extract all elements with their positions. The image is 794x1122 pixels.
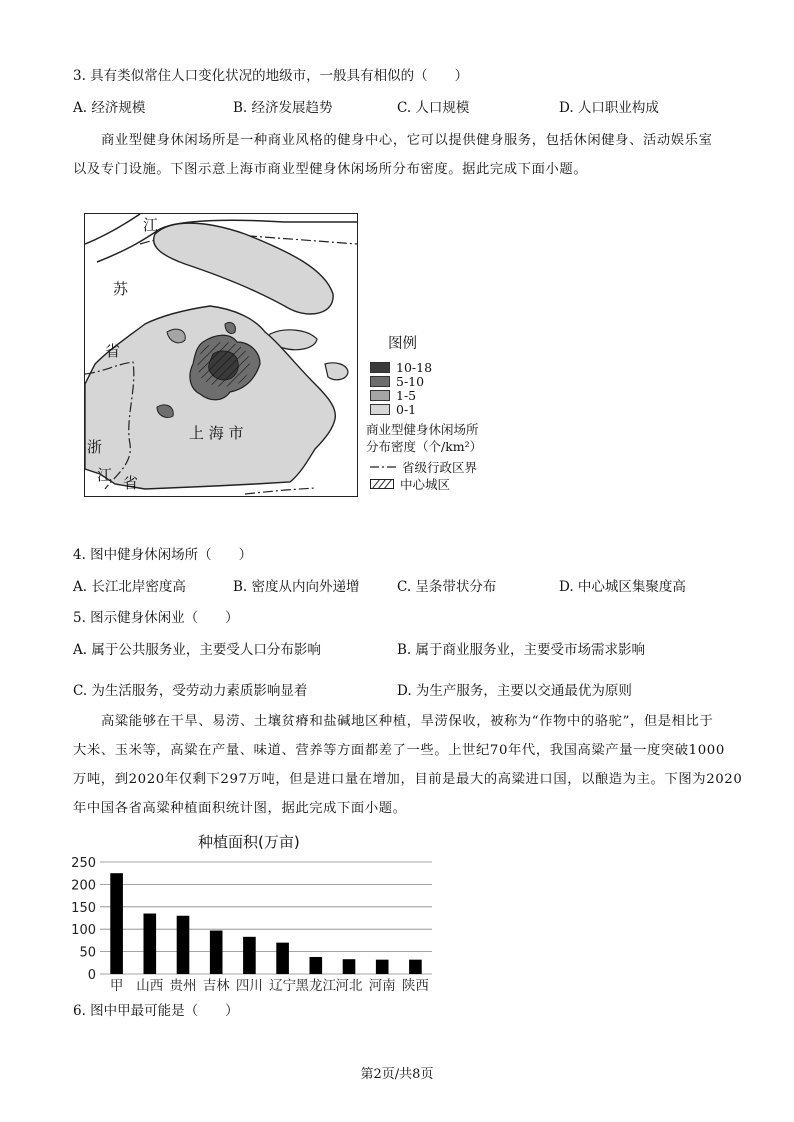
y-tick-label: 150 — [71, 900, 96, 916]
x-tick-label: 河北 — [335, 978, 363, 994]
x-tick-label: 山西 — [136, 978, 164, 994]
legend-density-label-1: 商业型健身休闲场所 — [366, 422, 479, 437]
label-zhe: 浙 — [87, 438, 103, 456]
intro1-line2: 以及专门设施。下图示意上海市商业型健身休闲场所分布密度。据此完成下面小题。 — [73, 162, 588, 177]
bar-4 — [210, 931, 223, 974]
bar-1 — [110, 873, 123, 974]
bar-6 — [276, 943, 289, 974]
intro1-line1: 商业型健身休闲场所是一种商业风格的健身中心，它可以提供健身服务，包括休闲健身、活动娱乐室 — [101, 133, 713, 148]
intro2-line3: 万吨，到2020年仅剩下297万吨，但是进口量在增加，目前是最大的高粱进口国，以酿造为主。下图为2020 — [73, 772, 743, 787]
intro2-line4: 年中国各省高粱种植面积统计图，据此完成下面小题。 — [73, 801, 407, 816]
legend-item-2 — [370, 374, 424, 388]
q4-option-d[interactable]: D. 中心城区集聚度高 — [559, 579, 686, 595]
legend-density-label-2: 分布密度（个/km²） — [366, 439, 483, 454]
central-city-hatch — [198, 342, 250, 387]
legend-label-3: 1-5 — [396, 387, 417, 403]
q3-stem: 3. 具有类似常住人口变化状况的地级市，一般具有相似的（ ） — [73, 68, 469, 84]
legend-item-3 — [370, 388, 416, 402]
legend-item-4 — [370, 402, 416, 416]
q3-option-b[interactable]: B. 经济发展趋势 — [233, 100, 333, 116]
legend-item-1 — [370, 360, 432, 374]
shanghai-density-map — [84, 213, 358, 497]
bar-2 — [143, 914, 156, 974]
q6-stem: 6. 图中甲最可能是（ ） — [73, 1003, 239, 1019]
y-tick-label: 100 — [71, 923, 96, 939]
boundary-line-icon — [370, 464, 398, 470]
legend-title: 图例 — [388, 336, 417, 352]
x-tick-label: 贵州 — [169, 978, 197, 994]
q3-option-a[interactable]: A. 经济规模 — [73, 100, 146, 116]
y-tick-label: 50 — [79, 945, 96, 961]
legend-swatch-4 — [370, 404, 390, 415]
chart-title: 种植面积(万亩) — [198, 833, 300, 851]
q5-stem: 5. 图示健身休闲业（ ） — [73, 610, 239, 626]
q5-option-a[interactable]: A. 属于公共服务业，主要受人口分布影响 — [73, 642, 321, 658]
x-tick-label: 吉林 — [202, 978, 230, 994]
legend-center — [370, 477, 450, 491]
legend-label-4: 0-1 — [396, 401, 417, 417]
intro2-line2: 大米、玉米等，高粱在产量、味道、营养等方面都差了一些。上世纪70年代，我国高粱产量一度突破1000 — [73, 743, 725, 758]
x-tick-label: 辽宁 — [269, 978, 297, 994]
sea-boundary — [245, 488, 315, 494]
q4-option-b[interactable]: B. 密度从内向外递增 — [233, 579, 360, 595]
label-su: 苏 — [113, 280, 129, 298]
x-tick-label: 河南 — [368, 978, 396, 994]
y-tick-label: 200 — [71, 878, 96, 894]
label-sheng-1: 省 — [105, 342, 121, 360]
x-tick-label: 四川 — [235, 978, 263, 994]
label-shanghai: 上 海 市 — [189, 424, 244, 442]
legend-swatch-2 — [370, 376, 390, 387]
label-jiang: 江 — [143, 216, 159, 234]
y-tick-label: 0 — [87, 968, 96, 983]
q5-option-d[interactable]: D. 为生产服务，主要以交通最优为原则 — [397, 683, 632, 699]
legend-swatch-3 — [370, 390, 390, 401]
q5-option-c[interactable]: C. 为生活服务，受劳动力素质影响显着 — [73, 683, 308, 699]
intro2-line1: 高粱能够在干旱、易涝、土壤贫瘠和盐碱地区种植，旱涝保收，被称为“作物中的骆驼”，但是相比于 — [101, 714, 714, 729]
legend-swatch-1 — [370, 362, 390, 373]
chongming-island — [154, 223, 334, 314]
x-tick-label: 甲 — [109, 978, 124, 994]
map-drawing — [85, 214, 357, 496]
x-tick-label: 陕西 — [401, 978, 429, 994]
legend-label-2: 5-10 — [396, 373, 425, 389]
q3-option-c[interactable]: C. 人口规模 — [397, 100, 470, 116]
bar-10 — [409, 960, 422, 974]
label-jiang-2: 江 — [97, 466, 113, 484]
hengsha-island — [325, 363, 348, 380]
legend-center-label: 中心城区 — [400, 477, 451, 492]
bar-7 — [309, 957, 322, 974]
hatch-swatch-icon — [370, 479, 394, 489]
legend-boundary-label: 省级行政区界 — [402, 460, 478, 475]
q4-stem: 4. 图中健身休闲场所（ ） — [73, 547, 253, 563]
legend-boundary — [370, 460, 477, 474]
legend-label-1: 10-18 — [396, 359, 433, 375]
x-tick-label: 黑龙江 — [295, 978, 337, 994]
bar-8 — [343, 959, 356, 974]
bar-9 — [376, 960, 389, 974]
label-sheng-2: 省 — [123, 474, 139, 492]
y-tick-label: 250 — [71, 856, 96, 871]
q5-option-b[interactable]: B. 属于商业服务业，主要受市场需求影响 — [397, 642, 646, 658]
q4-option-c[interactable]: C. 呈条带状分布 — [397, 579, 497, 595]
page-footer: 第2页/共8页 — [360, 1067, 434, 1082]
q4-option-a[interactable]: A. 长江北岸密度高 — [73, 579, 186, 595]
bar-3 — [177, 916, 190, 974]
bar-5 — [243, 937, 256, 974]
river-bank-line-1 — [85, 214, 140, 244]
sorghum-area-chart — [60, 855, 440, 995]
q3-option-d[interactable]: D. 人口职业构成 — [559, 100, 659, 116]
